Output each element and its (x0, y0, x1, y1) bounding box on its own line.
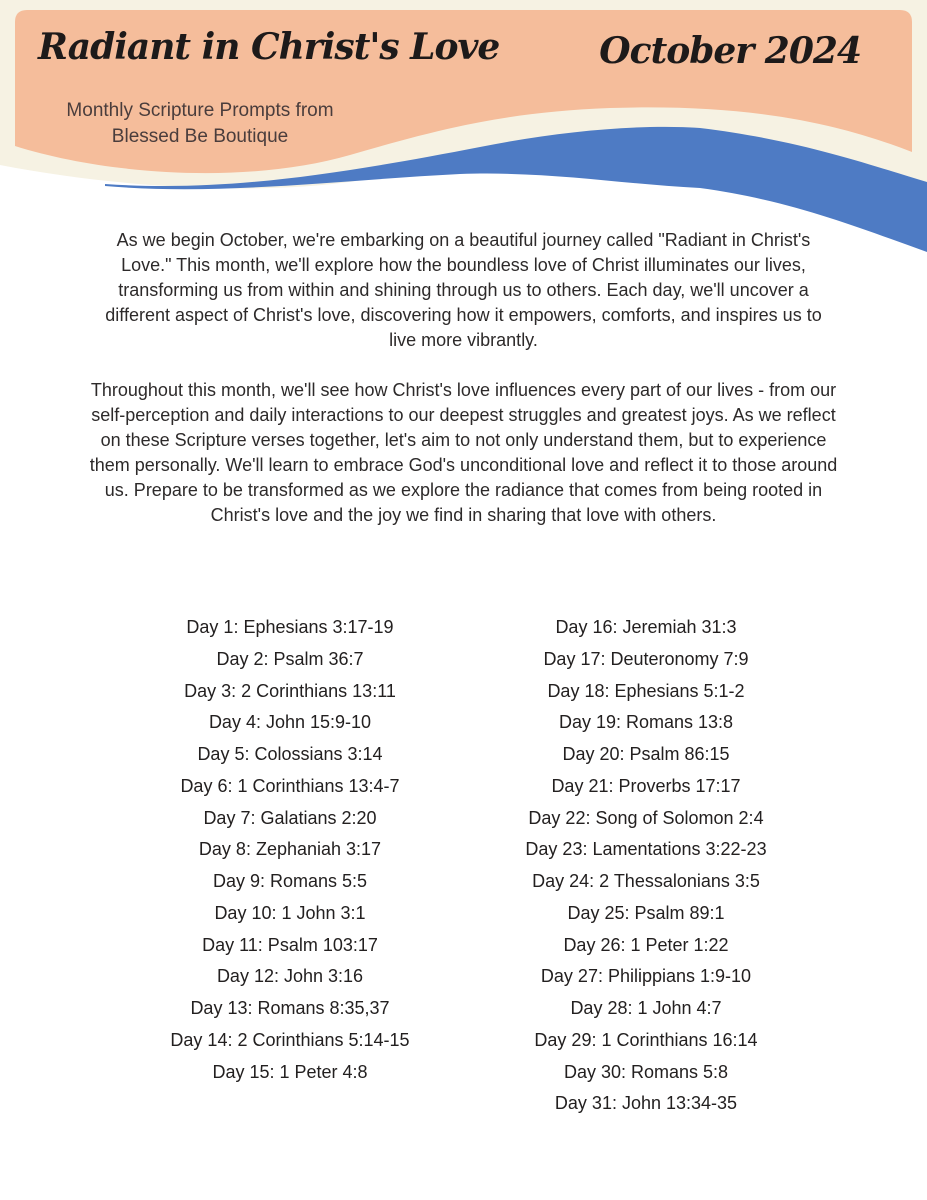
day-entry: Day 29: 1 Corinthians 16:14 (534, 1029, 758, 1050)
day-entry: Day 6: 1 Corinthians 13:4-7 (180, 775, 400, 796)
day-entry: Day 9: Romans 5:5 (212, 871, 368, 891)
day-entry: Day 2: Psalm 36:7 (216, 648, 364, 669)
page-title: Radiant in Christ's Love (38, 26, 500, 68)
day-entry: Day 19: Romans 13:8 (558, 712, 734, 733)
day-entry: Day 4: John 15:9-10 (208, 712, 372, 733)
day-list-right-column (470, 612, 822, 1120)
intro-paragraph-1: As we begin October, we're embarking on a beautiful journey called "Radiant in Christ's Love." This month, we'll explore how the boundless love of Christ illuminates our lives, transforming us from within and shining through us to others. Each day, we'll uncover a different aspect of Christ's love, discovering how it empowers, comforts, and inspires us to live more vibrantly. (105, 230, 822, 350)
day-entry: Day 25: Psalm 89:1 (567, 902, 725, 923)
day-entry: Day 17: Deuteronomy 7:9 (543, 648, 749, 669)
header-subtitle: Monthly Scripture Prompts from Blessed Be Boutique (66, 100, 334, 147)
day-entry: Day 22: Song of Solomon 2:4 (528, 807, 764, 828)
day-entry: Day 13: Romans 8:35,37 (190, 998, 390, 1018)
day-entry: Day 12: John 3:16 (216, 966, 364, 987)
day-entry: Day 1: Ephesians 3:17-19 (186, 617, 394, 637)
day-entry: Day 21: Proverbs 17:17 (551, 775, 741, 796)
scripture-day-list (0, 612, 927, 1120)
day-entry: Day 10: 1 John 3:1 (214, 902, 366, 923)
intro-section (0, 228, 927, 553)
day-list-left-column (118, 612, 462, 1120)
day-entry: Day 30: Romans 5:8 (563, 1061, 729, 1082)
day-entry: Day 18: Ephesians 5:1-2 (547, 680, 745, 701)
day-entry: Day 24: 2 Thessalonians 3:5 (532, 871, 760, 891)
day-entry: Day 28: 1 John 4:7 (570, 998, 722, 1018)
day-entry: Day 15: 1 Peter 4:8 (212, 1061, 368, 1082)
day-entry: Day 5: Colossians 3:14 (197, 744, 383, 764)
day-entry: Day 7: Galatians 2:20 (203, 807, 377, 828)
header-date: October 2024 (599, 30, 861, 72)
day-entry: Day 16: Jeremiah 31:3 (555, 617, 737, 637)
day-entry: Day 20: Psalm 86:15 (562, 744, 730, 764)
intro-paragraph-2: Throughout this month, we'll see how Christ's love influences every part of our lives - from our self-perception and daily interactions to our deepest struggles and greatest joys. As we reflect on these Scripture verses together, let's aim to not only understand them, but to experience them personally. We'll learn to embrace God's unconditional love and reflect it to those around us. Prepare to be transformed as we explore the radiance that comes from being rooted in Christ's love and the joy we find in sharing that love with others. (89, 380, 838, 525)
day-entry: Day 26: 1 Peter 1:22 (563, 934, 729, 955)
day-entry: Day 31: John 13:34-35 (554, 1093, 738, 1114)
day-entry: Day 27: Philippians 1:9-10 (540, 966, 752, 987)
day-entry: Day 11: Psalm 103:17 (202, 934, 378, 955)
day-entry: Day 8: Zephaniah 3:17 (198, 839, 382, 860)
day-entry: Day 14: 2 Corinthians 5:14-15 (170, 1029, 410, 1050)
day-entry: Day 3: 2 Corinthians 13:11 (184, 680, 396, 701)
day-entry: Day 23: Lamentations 3:22-23 (525, 839, 767, 860)
